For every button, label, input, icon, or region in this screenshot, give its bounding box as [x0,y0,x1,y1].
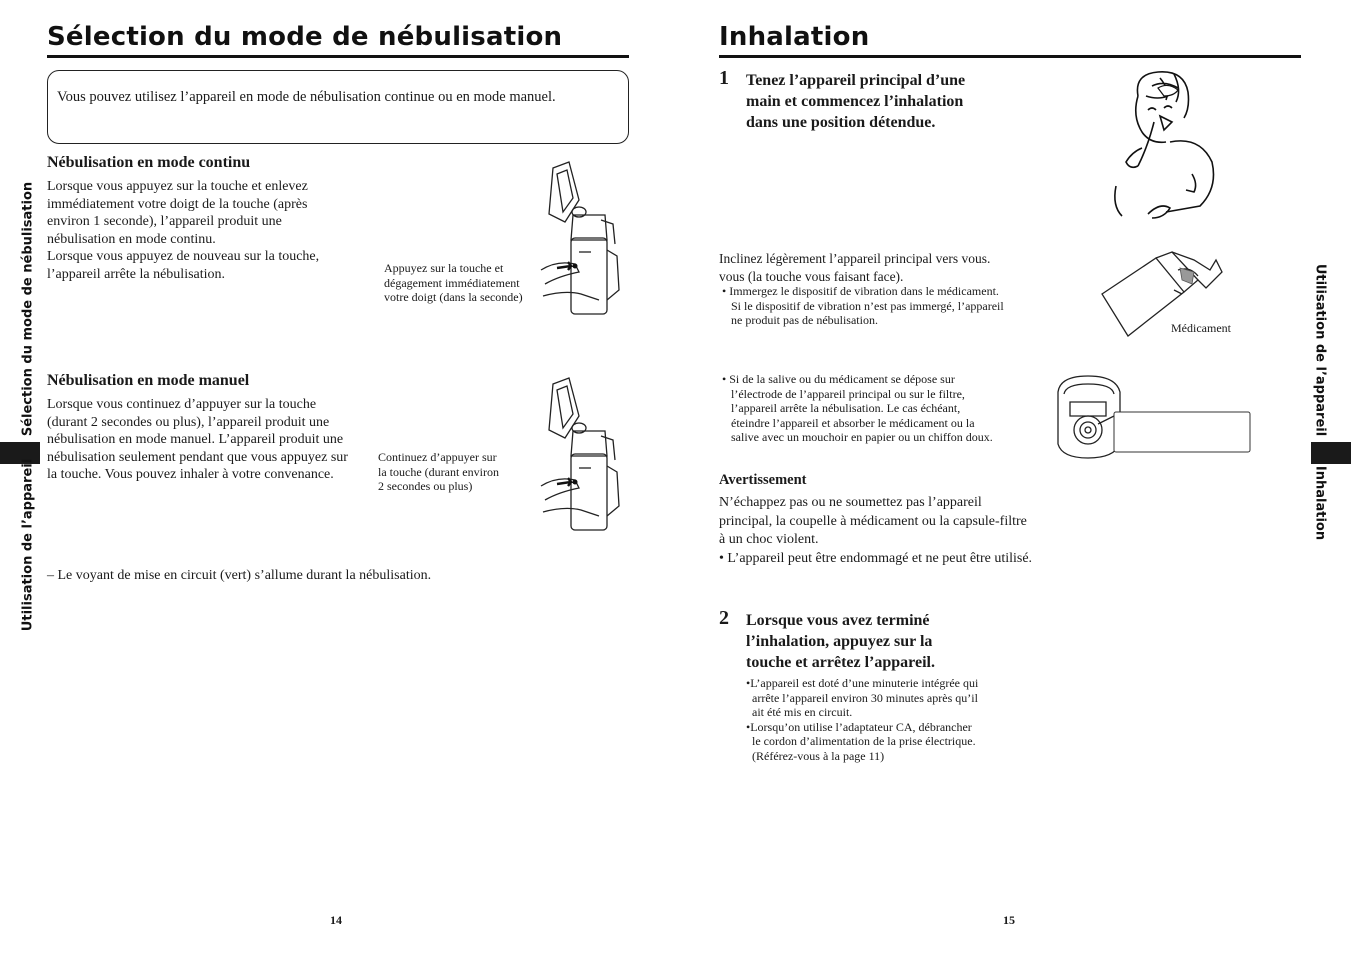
step1-number: 1 [719,67,729,89]
right-side-tab [1311,442,1351,464]
right-page-title: Inhalation [719,22,870,52]
tilt-text: Inclinez légèrement l’appareil principal vers vous. vous (la touche vous faisant face). [719,251,991,284]
immerse-note: • Immergez le dispositif de vibration dans le médicament. Si le dispositif de vibration n’est pas immergé, l’appareil ne produit pas de nébulisation. [722,284,1004,328]
intro-box [47,70,629,144]
power-led-note: – Le voyant de mise en circuit (vert) s’allume durant la nébulisation. [47,568,432,583]
step2-number: 2 [719,607,729,629]
warning-heading: Avertissement [719,472,807,488]
intro-text: Vous pouvez utilisez l’appareil en mode de nébulisation continue ou en mode manuel. [57,89,556,105]
manuel-caption: Continuez d’appuyer sur la touche (durant environ 2 secondes ou plus) [378,450,499,494]
right-page-number: 15 [1003,913,1015,927]
left-side-label-a: Utilisation de l’appareil [20,458,36,632]
right-side-label-b: Inhalation [1312,465,1328,541]
saliva-note: • Si de la salive ou du médicament se dépose sur l’électrode de l’appareil principal ou sur le filtre, l’appareil arrête la nébulisation. Le cas échéant, éteindre l’appareil et absorber le médicament ou la salive avec un mouchoir en papier ou un chiffon doux. [722,372,993,445]
nebulizer-press-illustration-2 [535,376,627,532]
left-side-label-b: Sélection du mode de nébulisation [20,181,36,437]
medicament-label: Médicament [1171,321,1231,335]
left-page-number: 14 [330,913,342,927]
right-side-label-a: Utilisation de l’appareil [1312,263,1328,437]
step2-text: Lorsque vous avez terminé l’inhalation, appuyez sur la touche et arrêtez l’appareil. [746,612,935,671]
step1-text: Tenez l’appareil principal d’une main et commencez l’inhalation dans une position détendue. [746,72,966,131]
right-title-rule [719,55,1301,58]
left-page-title: Sélection du mode de nébulisation [47,22,563,52]
manuel-heading: Nébulisation en mode manuel [47,372,250,389]
electrode-filter-illustration [1054,372,1254,462]
step2-notes: •L’appareil est doté d’une minuterie intégrée qui arrête l’appareil environ 30 minutes après qu’il ait été mis en circuit. •Lorsqu’on utilise l’adaptateur CA, débrancher le cordon d’alimentation de la prise électrique. (Référez-vous à la page 11) [746,676,979,763]
continu-text: Lorsque vous appuyez sur la touche et enlevez immédiatement votre doigt de la touche (après environ 1 seconde), l’appareil produit une nébulisation en mode continu. Lorsque vous appuyez de nouveau sur la touche, l’appareil arrête la nébulisation. [47,179,320,282]
person-inhaling-illustration [1108,66,1218,222]
manuel-text: Lorsque vous continuez d’appuyer sur la touche (durant 2 secondes ou plus), l’appareil produit une nébulisation en mode manuel. L’appareil produit une nébulisation seulement pendant que vous appuyez sur la touche. Vous pouvez inhaler à votre convenance. [47,397,348,483]
warning-text: N’échappez pas ou ne soumettez pas l’appareil principal, la coupelle à médicament ou la capsule-filtre à un choc violent. • L’appareil peut être endommagé et ne peut être utilisé. [719,495,1033,567]
nebulizer-press-illustration-1 [535,160,627,316]
left-title-rule [47,55,629,58]
continu-heading: Nébulisation en mode continu [47,154,251,171]
continu-caption: Appuyez sur la touche et dégagement immédiatement votre doigt (dans la seconde) [384,261,523,305]
